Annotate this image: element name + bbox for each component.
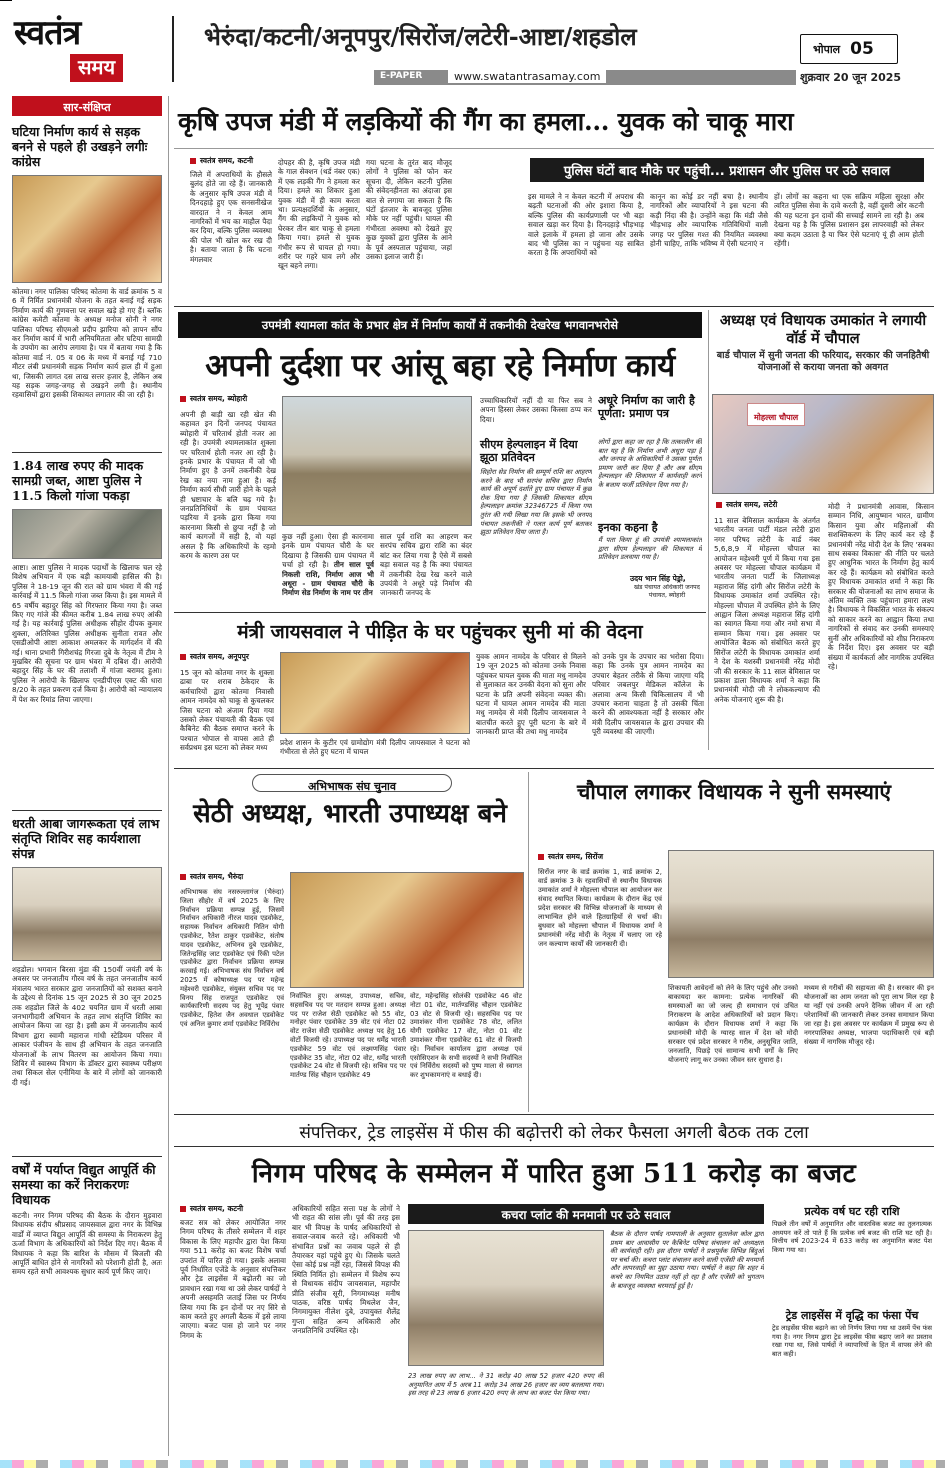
sidebar-story-3-headline[interactable]: धरती आबा जागरूकता एवं लाभ संतृप्ति शिविर सह कार्यशाला संपन्न <box>12 816 160 861</box>
sethi-photo <box>290 872 524 988</box>
budget-box-title: कचरा प्लांट की मनमानी पर उठे सवाल <box>501 1208 671 1222</box>
lead-bottom-rule <box>174 306 934 307</box>
construction-kicker-box <box>178 312 702 338</box>
registration-mark-top-left <box>0 0 12 1</box>
construction-col-5-subhead: अधूरे निर्माण का जारी है पूर्णता: प्रमाण पत्र <box>598 394 695 420</box>
sethi-kicker-box <box>252 774 452 792</box>
construction-col-4b: सिहोरा सेड निर्माण की सम्पूर्ण राशि का आहरण करने के बाद भी सरपंच सचिव द्वारा निर्माण कार्य की अपूर्ण दर्शाते हुए ग्राम पंचायत में कुछ रोक दिया गया है जिसकी शिकायत सीएम हेल्पलाइन क्रमांक 32346725 में किया गया तुरंत की गयी लिखा गया कि इसके भी जनपद पंचायत तकनीकी ने गलत कार्य पूर्ण बताकर झूठा प्रतिवेदन दिया जाता है। <box>480 468 592 537</box>
budget-col-2: अधिकारियों सहित सत्ता पक्ष के लोगों ने भी राहत की सांस ली। पूर्व की तरह इस बार भी विपक्ष के पार्षद अधिकारियों से सवाल-जवाब करते रहे। अधिकारी भी संभावित प्रश्नों का जवाब पहले से ही तैयारकर यहां पहुंचे हुए थे। जिसके चलते ऐसा कोई प्रश्न नहीं रहा, जिससे विपक्ष की स्थिति निर्मित हो। सम्मेलन में विशेष रूप से विधायक संदीप जायसवाल, महापौर प्रीति संजीव सूरी, निगमाध्यक्ष मनीष पाठक, वरिष्ठ पार्षद मिथलेश जैन, निगमायुक्त नीलेश दुबे, उपायुक्त शैलेंद्र गुप्ता सहित अन्य अधिकारी और जनप्रतिनिधि उपस्थित रहे। <box>292 1204 400 1336</box>
lead-col-3: गया घटना के तुरंत बाद मौजूद लोगों ने पुलिस को फोन कर सूचना दी, लेकिन कटनी पुलिस की संवेदनहीनता का अंदाजा इस बात से लगाया जा सकता है कि घंटों इंतजार के बावजूद पुलिस मौके पर नहीं पहुंची। घायल की गंभीरता अवस्था को देखते हुए कुछ युवकों द्वारा पुलिस के आने के पूर्व अस्पताल पहुंचाया, जहां उसका इलाज जारी है। <box>366 158 452 262</box>
chaupal-subhead: बार्ड चौपाल में सुनी जनता की फरियाद, सरकार की जनहितैषी योजनाओं से कराया जनता को अवगत <box>716 350 930 373</box>
sethi-col-2: निर्वाचित हुए। अध्यक्ष, उपाध्यक्ष, सचिव, सहसचिव पद पर मतदान सम्पन्न हुआ। अध्यक्ष पद पर राजेश सेठी एडवोकेट को 55 वोट, मनोहर पंवार एडवोकेट 39 वोट एवं नोटा 02 वोट राजेश सेठी एडवोकेट अध्यक्ष पद हेतु 16 वोटों विजयी रहे। उपाध्यक्ष पद पर धर्मेंद्र भारती एडवोकेट 59 वोट एवं लक्ष्मणसिंह पंवार एडवोकेट 35 वोट, नोटा 02 वोट, धर्मेंद्र भारती एडवोकेट 24 वोट से विजयी रहे। सचिव पद पर मार्तण्ड सिंह चौहान एडवोकेट 49 <box>290 992 406 1080</box>
budget-byline: स्वतंत्र समय, कटनी <box>180 1204 243 1214</box>
budget-box-body: बैठक के दौरान पार्षद नामपाली के अनुसार सुतालेवा कोल द्वारा प्रथम बार आवासीय पर कैबिनेट परिषद संचालन को अध्यक्षता की कार्यवाही रही। इस दौरान पार्षदों ने प्रश्नपूर्वक विभिन्न बिंदुओं पर चर्चा की। कचरा प्लांट संचालन करने वाली एजेंसी की मनमानी और लापरवाही का मुद्दा उठाया गया। पार्षदों ने कहा कि शहर में कचरे का नियमित उठाव नहीं हो रहा है और एजेंसी को भुगतान के बावजूद व्यवस्था चरमराई हुई है। <box>610 1230 764 1290</box>
sidebar-story-4 <box>12 1162 162 1449</box>
page-number: 05 <box>850 39 874 59</box>
sidebar-story-1-body: कोतमा। नगर पालिका परिषद कोतमा के वार्ड क्रमांक 5 व 6 में निर्मित प्रधानमंत्री योजना के तहत बनाई गई सड़क निर्माण कार्य की गुणवत्ता पर सवाल खड़े हो गए हैं। ब्लॉक कांग्रेस कमेटी कोतमा के अध्यक्ष मनोज सोनी ने नगर पालिका परिषद सीएमओ प्रदीप झारिया को ज्ञापन सौंप कर निर्माण कार्य में भारी अनियमितता और घटिया सामग्री के उपयोग का आरोप लगाया है। पत्र में बताया गया है कि कोतमा वार्ड नं. 05 व 06 के मध्य में बनाई गई 710 मीटर लंबी प्रधानमंत्री सड़क निर्माण कार्य हाल ही में हुआ था, जिसकी लागत दस लाख सत्तर हजार है, लेकिन अब यह सड़क जगह-जगह से उखड़ने लगी है। स्थानीय रहवासियों द्वारा इसकी शिकायत लगातार की जा रही है। <box>12 287 162 400</box>
sethi-story <box>174 772 526 1028</box>
sidebar-header: सार-संक्षिप्त <box>12 96 162 116</box>
sidebar-story-3-photo <box>12 867 162 961</box>
lead-col-4: इस मामले ने न केवल कटनी में अपराध की बढ़ती घटनाओं की ओर इशारा किया है, बल्कि पुलिस की कार्यप्रणाली पर भी बड़ा सवाल खड़ा कर दिया है। दिनदहाड़े भीड़भाड़ वाले इलाके में हमला हो जाना और उसके बाद भी पुलिस का न पहुंचना यह साबित करता है कि अपराधियों को <box>528 192 644 258</box>
sidebar-column-rule <box>168 96 169 1456</box>
masthead <box>0 0 945 92</box>
budget-side-body: पिछले तीन वर्षों में अनुमानित और वास्तविक बजट का तुलनात्मक अध्ययन करें तो पाते हैं कि प्रत्येक वर्ष बजट की राशि घट रही है। वित्तीय वर्ष 2023-24 में 633 करोड़ का अनुमानित बजट पेश किया गया था। <box>772 1220 932 1254</box>
jaiswal-photo <box>280 652 470 734</box>
chaupal-col-2: मोदी ने प्रधानमंत्री आवास, किसान सम्मान निधि, आयुष्मान भारत, ग्रामीण किसान युवा और महिलाओं की सशक्तिकरण के लिए कार्य कर रहे हैं प्रधानमंत्री नरेंद्र मोदी देश के लिए 'सबका साथ सबका विकास' की नीति पर चलते हुए आधुनिक भारत के निर्माण हेतु कार्य कर रहे हैं। कार्यक्रम को संबोधित करते हुए विधायक उमाकांत शर्मा ने कहा कि सरकार की योजनाओं का लाभ समाज के अंतिम व्यक्ति तक पहुंचाना हमारा लक्ष्य है। विधायक ने विकसित भारत के संकल्प को साकार करने का आह्वान किया तथा नागरिकों से संवाद कर उनकी समस्याएं सुनीं और अधिकारियों को शीघ्र निराकरण के निर्देश दिए। इस अवसर पर बड़ी संख्या में कार्यकर्ता और नागरिक उपस्थित रहे। <box>828 502 934 671</box>
construction-col-2: कुछ नहीं हुआ। ऐसा ही कारनामा इनके ग्राम पंचायत चौरी के घर दिखाया है जिसकी ग्राम पंचायत में चर्चा हो रही है। तीन साल पूर्व निकली राशि, निर्माण आज भी अधूरा - ग्राम पंचायत चौरी के निर्माण सेड निर्माण के नाम पर तीन <box>282 532 374 598</box>
lead-headline-rule <box>174 148 934 149</box>
budget-photo <box>408 1230 604 1366</box>
sidebar-story-2-headline[interactable]: 1.84 लाख रुपए की मादक सामग्री जब्त, आष्टा पुलिस ने 11.5 किलो गांजा पकड़ा <box>12 458 144 503</box>
construction-photo <box>282 396 472 526</box>
construction-quote-name: उदय भान सिंह पेड्रो, <box>630 574 686 583</box>
jaiswal-headline[interactable]: मंत्री जायसवाल ने पीड़ित के घर पहुंचकर सुनी मां की वेदना <box>237 621 643 643</box>
sidebar-story-4-body: कटनी। नगर निगम परिषद की बैठक के दौरान मुड़वारा विधायक संदीप श्रीप्रसाद जायसवाल द्वारा नगर के विभिन्न वार्डों में व्याप्त विद्युत आपूर्ति की समस्या के निराकरण हेतु ऊर्जा विभाग के अधिकारियों को निर्देश दिए गए। बैठक में विधायक ने कहा कि बारिश के मौसम में बिजली की आपूर्ति बाधित होने से नागरिकों को परेशानी होती है, अतः समय रहते सभी आवश्यक सुधार कार्य पूर्ण किए जाएं। <box>12 1211 162 1277</box>
sidebar <box>12 96 162 1456</box>
sidebar-story-1 <box>12 124 162 437</box>
sidebar-divider-3 <box>12 1156 162 1157</box>
jaiswal-photo-caption: प्रदेश शासन के कुटीर एवं ग्रामोद्योग मंत्री दिलीप जायसवाल ने घटना को गंभीरता से लेते हुए घटना में घायल <box>280 738 470 757</box>
sironj-col-2: शिकायती आवेदनों को लेने के लिए पहुंचे और उनको बाकायदा कर कामना: प्रत्येक नागरिकों की समस्याओं का जो जल्द ही समाधान एवं उचित निराकरण के आदेश अधिकारियों को प्रदान किए। कार्यक्रम के दौरान विधायक शर्मा ने कहा कि प्रधानमंत्री मोदी के ग्यारह साल में देश को मोदी सरकार एवं प्रदेश सरकार ने गरीब, अनुसूचित जाति, जनजाति, पिछड़े एवं सामान्य सभी वर्गों के लिए योजनाएं लागू कर उनका जीवन स्तर सुधारा है। <box>668 984 798 1064</box>
lead-col-6: हों। लोगों का कहना था एक सक्रिय महिला सुरक्षा और त्वरित पुलिस सेवा के दावे करती है, वहीं दूसरी ओर कटनी की यह घटना इन दावों की सच्चाई सामने ला रही है। अब देखना यह है कि पुलिस प्रशासन इस लापरवाही को लेकर क्या कदम उठाता है या फिर ऐसे घटनाएं यूं ही आम होती रहेंगी। <box>774 192 924 249</box>
sethi-col-1: अभिभाषक संघ नसरुल्लागंज (भैरुंदा) जिला सीहोर में वर्ष 2025 के लिए निर्वाचन प्रक्रिया सम्पन्न हुई, जिसमें निर्वाचन अधिकारी नीरज यादव एडवोकेट, सहायक निर्वाचन अधिकारी नितिन योगी एडवोकेट, रैतेश ठाकुर एडवोकेट, संतोष यादव एडवोकेट, अभिनव दुबे एडवोकेट, जितेन्द्रसिंह जाट एडवोकेट एवं रिंकी पटेल एडवोकेट द्वारा निर्वाचन प्रक्रिया सम्पन्न करवाई गई। अभिभाषक संघ निर्वाचन वर्ष 2025 में कोषाध्यक्ष पद पर महेन्द्र महेश्वरी एडवोकेट, संयुक्त सचिव पद पर विनय सिंह राजपूत एडवोकेट एवं कार्यकारिणी सदस्य पद हेतु भूपेंद्र पंवार एडवोकेट, हितेश जैन अवधाल एडवोकेट एवं अनिल कुमार शर्मा एडवोकेट निर्विरोध <box>180 888 284 1028</box>
newspaper-logo[interactable] <box>14 14 164 86</box>
edition-regions: भेरुंदा/कटनी/अनूपपुर/सिरोंज/लटेरी-आष्टा/शहडोल <box>204 22 637 51</box>
chaupal-byline: स्वतंत्र समय, लटेरी <box>716 500 777 510</box>
logo-line2: समय <box>78 55 116 79</box>
construction-col-3: साल पूर्व राशि का आहरण कर सरपंच सचिव द्वारा राशि का बंदर बांट कर लिया गया है ऐसे में सबसे बड़ा सवाल यह है कि क्या पंचायत में तकनीकी देख रेख करने वाले उपयंत्री ने अधूरे पड़े निर्माण की जानकारी जनपद के <box>380 532 472 598</box>
budget-box-title-bar <box>408 1204 764 1224</box>
budget-side-body-2: ट्रेड लाइसेंस फीस बढ़ाने का जो निर्णय लिया गया था उसमें पेंच फंस गया है। नगर निगम द्वारा ट्रेड लाइसेंस फीस बढ़ाए जाने का प्रस्ताव रखा गया था, जिसे पार्षदों ने व्यापारियों के हित में वापस लेने की बात कही। <box>772 1324 932 1358</box>
budget-col-1: बजट सत्र को लेकर आयोजित नगर निगम परिषद के तीसरे सम्मेलन में शहर विकास के लिए महापौर द्वारा पेश किया गया 511 करोड़ का बजट विशेष चर्चा उपरांत में पारित हो गया। इसके अलावा पूर्व निर्धारित एजेंडे के अनुसार संपत्तिकर और ट्रेड लाइसेंस में बढ़ोतरी का जो प्रावधान रखा गया था उसे लेकर पार्षदों ने अपनी असहमति जताई जिस पर निर्णय लिया गया कि इन दोनों पर नए सिरे से काम करते हुए अगली बैठक में इसे लाया जाएगा। बजट पास हो जाने पर नगर निगम के <box>180 1218 286 1340</box>
chaupal-photo <box>712 394 934 494</box>
city-box <box>800 34 898 64</box>
sironj-byline: स्वतंत्र समय, सिरोंज <box>538 852 603 862</box>
logo-line1: स्वतंत्र <box>14 13 81 53</box>
construction-col-4-subhead: सीएम हेल्पलाइन में दिया झूठा प्रतिवेदन <box>480 438 578 464</box>
budget-side-title-2: ट्रेड लाइसेंस में वृद्धि का फंसा पेंच <box>785 1309 919 1322</box>
construction-col-4: उच्चाधिकारियों नहीं दी या फिर सब ने अपना हिस्सा लेकर उसका किस्सा ठप्प कर दिया। <box>480 396 592 424</box>
city-name: भोपाल <box>813 42 841 56</box>
lead-subhead-box <box>530 158 924 182</box>
construction-story <box>174 310 706 612</box>
construction-quote-role: खंड पंचायत अधिकारी जनपद पंचायत, ब्योहारी <box>634 584 700 599</box>
jaiswal-story <box>174 614 706 766</box>
sironj-photo <box>668 850 934 978</box>
lead-col-5: कानून का कोई डर नहीं बचा है। स्थानीय नागरिकों और व्यापारियों ने इस घटना की कड़ी निंदा की है। उन्होंने कहा कि मंडी जैसे भीड़भाड़ और व्यापारिक गतिविधियों वाली जगह पर पुलिस गश्त की नियमित व्यवस्था होनी चाहिए, ताकि भविष्य में ऐसी घटनाएं न <box>650 192 768 249</box>
epaper-label: E-PAPER <box>380 71 423 81</box>
sidebar-story-4-headline[interactable]: वर्षों में पर्याप्त विद्युत आपूर्ति की समस्या का करें निराकरणः विधायक <box>12 1162 156 1207</box>
sidebar-story-3-body: शहडोल। भगवान बिरसा मुंडा की 150वीं जयंती वर्ष के अवसर पर जनजातीय गौरव वर्ष के तहत जनजातीय कार्य मंत्रालय भारत सरकार द्वारा जनजातियों को सशक्त बनाने के उद्देश्य से दिनांक 15 जून 2025 से 30 जून 2025 तक शहडोल जिले के 402 चयनित ग्राम में धरती आबा जनभागीदारी अभियान के तहत लाभ संतृप्ति शिविर का आयोजन किया जा रहा है। इसी क्रम में जनजातीय कार्य विभाग द्वारा स्वामी महाराज गांधी स्टेडियम परिसर में आकार पंजीयन के साथ ही अभियान के तहत जनजाति योजनाओं के लाभ वितरण का आयोजन किया गया। शिविर में स्वास्थ्य विभाग के डॉक्टर द्वारा स्वास्थ्य परीक्षण तथा सिकल सेल एनीमिया के बारे में लोगों को जानकारी दी गई। <box>12 965 162 1087</box>
jaiswal-col-2: युवक आमन नामदेव के परिवार से मिलने 19 जून 2025 को कोतमा उनके निवास पहुंचकर घायल युवक की माता मधु नामदेव से मुलाकात कर उनकी वेदना को सुना और घटना के प्रति अपनी संवेदना व्यक्त की। घटना में घायल आमन नामदेव की माता मधु नामदेव से मंत्री दिलीप जायसवाल ने बातचीत करते हुए पूरी घटना के बारे में जानकारी प्राप्त की तथा मधु नामदेव <box>476 652 586 737</box>
sidebar-story-2-photo <box>12 509 162 559</box>
chaupal-headline[interactable]: अध्यक्ष एवं विधायक उमाकांत ने लगायी वॉर्ड में चौपाल <box>719 312 927 347</box>
budget-headline[interactable]: निगम परिषद के सम्मेलन में पारित हुआ 511 करोड़ का बजट <box>251 1159 857 1189</box>
construction-headline[interactable]: अपनी दुर्दशा पर आंसू बहा रहे निर्माण कार्य <box>205 348 675 384</box>
construction-byline: स्वतंत्र समय, ब्योहारी <box>180 394 247 404</box>
lead-byline: स्वतंत्र समय, कटनी <box>190 156 253 166</box>
sidebar-story-1-headline[interactable]: घटिया निर्माण कार्य से सड़क बनने से पहले ही उखड़ने लगीः कांग्रेस <box>12 124 148 169</box>
jaiswal-col-1: 15 जून को कोतमा नगर के शुक्ला ढाबा पर शराब ठेकेदार के कर्मचारियों द्वारा कोतमा निवासी आमन नामदेव को चाकू से कुचलकर जिस घटना को अंजाम दिया गया उसको लेकर पंचायती की बैठक एवं कैबिनेट की बैठक समाप्त करने के पश्चात भोपाल से वापस आते ही सर्वप्रथम इस घटना को लेकर मध्य <box>180 668 274 753</box>
sironj-col-1: सिरोंज नगर के वार्ड क्रमांक 1, वार्ड क्रमांक 2, वार्ड क्रमांक 3 के रहवासियों से स्थानीय विधायक उमाकांत शर्मा ने मोहल्ला चौपाल का आयोजन कर संवाद स्थापित किया। कार्यक्रम के दौरान केंद्र एवं प्रदेश सरकार की विभिन्न योजनाओं के माध्यम से लाभान्वित होने वाले हितग्राहियों से चर्चा की। बुधवार को मोहल्ला चौपाल में विधायक शर्मा ने प्रधानमंत्री नरेंद्र मोदी के नेतृत्व में चलाए जा रहे जन कल्याण कार्यों की जानकारी दी। <box>538 868 662 948</box>
jaiswal-bottom-rule <box>174 768 934 769</box>
construction-col-1: अपनी ही बाड़ी खा रही खेत की कहावत इन दिनों जनपद पंचायत ब्योहारी में चरितार्थ होती नजर आ रही है। उपमंत्री श्यामलाकांत शुक्ला पर चरितार्थ होती नजर आ रही है। इनके प्रभार के पंचायत में जो भी निर्माण हुए है उनमें तकनीकी देख रेख का नया नाम हुआ है। कई निर्माण कार्य सीधी जारी होने के पहले ही भ्रष्टाचार के बलि चढ़ गये है। जनप्रतिनिधियों के ग्राम पंचायत पड़रिया में इनके द्वारा किया गया कारनामा किसी से छुपा नहीं है जो कार्य कागजों में सही है, वो यहां असल है कि अधिकारियों के रहमो करम के कारण उस पर <box>180 410 276 561</box>
sidebar-divider-2 <box>12 810 162 811</box>
chaupal-photo-banner: मोहल्ला चौपाल <box>747 403 805 426</box>
cmyk-bar-bottom <box>0 1460 945 1468</box>
sethi-headline[interactable]: सेठी अध्यक्ष, भारती उपाध्यक्ष बने <box>193 799 507 829</box>
sidebar-story-2 <box>12 458 162 753</box>
construction-quote-body: मैं पता किया हूं की उपयंत्री श्यामलाकांत द्वारा सीएम हेल्पलाइन की शिकायत में प्रतिवेदन डलवाया गया है। <box>598 536 702 562</box>
budget-side-title: प्रत्येक वर्ष घट रही राशि <box>804 1205 900 1218</box>
jaiswal-col-3: को उनके पुत्र के उपचार का भरोसा दिया। कहा कि उनके पुत्र आमन नामदेव का उपचार बेहतर तरीके से किया जाएगा यदि परिवार जबलपुर मेडिकल कॉलेज के अलावा अन्य किसी चिकित्सालय में भी उपचार कराना चाहता है तो उसकी चिंता करने की आवश्यकता नहीं है सरकार और मंत्री दिलीप जायसवाल के द्वारा उपचार की पूरी व्यवस्था की जाएगी। <box>592 652 704 737</box>
construction-col-5: लोगों द्वारा कहा जा रहा है कि तत्कालीन की बात यह है कि निर्माण अभी अधूरा पड़ा है और जनपद के अधिकारियों ने उसका पूर्णता प्रमाण जारी कर दिया है और अब सीएम हेल्पलाइन की शिकायत में कार्यवाही करने के बजाय फर्जी प्रतिवेदन दिया गया है। <box>598 438 702 489</box>
lead-subhead: पुलिस घंटों बाद मौके पर पहुंची... प्रशासन और पुलिस पर उठे सवाल <box>563 164 891 179</box>
trade-bottom-rule <box>174 1146 934 1147</box>
sethi-column-rule <box>528 772 529 1112</box>
sethi-col-3: वोट, महेन्द्रसिंह सोलंकी एडवोकेट 46 वोट नोटा 01 वोट, मार्तण्डसिंह चौहान एडवोकेट 03 वोट से विजयी रहे। सहसचिव पद पर उमाशंकर मीना एडवोकेट 78 वोट, ललित योगी एडवोकेट 17 वोट, नोटा 01 वोट उमाशंकर मीना एडवोकेट 61 वोट से विजयी रहे। निर्वाचन कार्यालय द्वारा अध्यक्ष एवं एसोसिएशन के सभी सदस्यों ने सभी निर्वाचित एवं निर्विरोध सदस्यों को पुष्प माला से स्वागत कर शुभकामनाएं व बधाई दी। <box>410 992 522 1080</box>
sidebar-divider-1 <box>12 452 162 453</box>
construction-right-block <box>480 394 702 608</box>
sethi-byline: स्वतंत्र समय, भैरुंदा <box>180 872 243 882</box>
sidebar-story-2-body: आष्टा। आष्टा पुलिस ने मादक पदार्थों के खिलाफ चल रहे विशेष अभियान में एक बड़ी कामयाबी हासिल की है। पुलिस ने 18-19 जून की रात को ग्राम भंवरा में की गई कार्रवाई में 11.5 किलो गांजा जब्त किया है। इस मामले में 65 वर्षीय बहादुर सिंह को गिरफ्तार किया गया है। जब्त किए गए गांजे की कीमत करीब 1.84 लाख रुपए आंकी गई है। यह कार्रवाई पुलिस अधीक्षक सीहोर दीपक कुमार शुक्ला, अतिरिक्त पुलिस अधीक्षक सुनीता रावत और एसडीओपी आष्टा आकाश अमलकर के मार्गदर्शन में की गई। थाना प्रभारी गिरीशचंद्र गिरजा दुबे के नेतृत्व में टीम ने मुखबिर की सूचना पर ग्राम भंवरा में दबिश दी। आरोपी बहादुर सिंह के घर की तलाशी में गांजा बरामद हुआ। पुलिस ने आरोपी के खिलाफ एनडीपीएस एक्ट की धारा 8/20 के तहत प्रकरण दर्ज किया है। आरोपी को न्यायालय में पेश कर रिमांड लिया जाएगा। <box>12 563 162 704</box>
sidebar-story-3 <box>12 816 162 1155</box>
website-link[interactable]: www.swatantrasamay.com <box>448 70 606 83</box>
budget-top-rule <box>174 1114 934 1115</box>
trade-headline[interactable]: संपत्तिकर, ट्रेड लाइसेंस में फीस की बढ़ोत्तरी को लेकर फैसला अगली बैठक तक टला <box>299 1123 809 1143</box>
jaiswal-top-rule <box>174 612 706 613</box>
budget-story <box>174 1150 934 1456</box>
sironj-story <box>534 772 934 1112</box>
lead-col-2: दोपहर की है, कृषि उपज मंडी के गाल सेक्शन (थर्ड नंबर एक) में एक लड़की गैंग ने हमला कर दिया। हमले का शिकार हुआ युवक मंडी में ही काम करता था। प्रत्यक्षदर्शियों के अनुसार, गैंग की लड़कियों ने युवक को घेरकर तीन बार चाकू से हमला किया गया। हमले से युवक गंभीर रूप से घायल हो गया। शरीर पर गहरे घाव लगे और खून बहने लगा। <box>278 158 360 271</box>
chaupal-col-1: 11 साल बेमिसाल कार्यक्रम के अंतर्गत भारतीय जनता पार्टी मंडल लटेरी द्वारा नगर परिषद लटेरी के वार्ड नंबर 5,6,8,9 में मोहल्ला चौपाल का आयोजन महेश्वरी पूर्ण में किया गया इस अवसर पर मोहल्ला चौपाल कार्यक्रम में भारतीय जनता पार्टी के जिलाध्यक्ष महाराज सिंह दांगी और सिरोंज लटेरी के विधायक उमाकांत शर्मा उपस्थित रहे। मोहल्ला चौपाल में उपस्थित होने के लिए आह्वान जिला अध्यक्ष महाराज सिंह दांगी का स्वागत किया गया और नमो सभा में सम्मान किया गया। इस अवसर पर आयोजित बैठक को संबोधित करते हुए सिरोंज लटेरी के विधायक उमाकांत शर्मा ने देश के यशस्वी प्रधानमंत्री नरेंद्र मोदी जी की सरकार के 11 साल बेमिसाल पर प्रकाश डाला विधायक शर्मा ने कहा कि प्रधानमंत्री मोदी जी ने लोककल्याण की अनेक योजनाएं शुरू की है। <box>714 516 820 704</box>
construction-quote-title: इनका कहना है <box>598 521 658 534</box>
sidebar-story-1-photo <box>12 175 162 283</box>
sethi-kicker: अभिभाषक संघ चुनाव <box>307 780 397 793</box>
logo-line2-box <box>70 54 123 82</box>
budget-photo-caption: 23 लाख रुपए का लाभ... ने 31 करोड़ 40 लाख 52 हजार 420 रुपए की अनुमानित आय में 5 अरब 11 करोड़ 34 लाख 26 हजार का व्यय बतलाया गया। इस तरह से 23 लाख 6 हजार 420 रुपए के लाभ का बजट पेश किया गया। <box>408 1372 604 1398</box>
sironj-col-3: मध्यम से गरीबों की सहायता की है। सरकार की इन योजनाओं का आम जनता को पूरा लाभ मिल रहा है या नहीं एवं उनकी अपने दैनिक जीवन में आ रही परेशानियों की जानकारी लेकर उनका समाधान किया जा रहा है। इस अवसर पर कार्यक्रम में प्रमुख रूप से नगरपालिका अध्यक्ष, भाजपा पदाधिकारी एवं बड़ी संख्या में नागरिक मौजूद रहे। <box>804 984 934 1046</box>
construction-kicker: उपमंत्री श्यामला कांत के प्रभार क्षेत्र में निर्माण कार्यों में तकनीकी देखरेख भगवानभरोसे <box>261 317 619 332</box>
issue-date: शुक्रवार 20 जून 2025 <box>800 71 902 84</box>
sironj-headline[interactable]: चौपाल लगाकर विधायक ने सुनी समस्याएं <box>576 779 892 804</box>
logo-divider <box>172 16 174 82</box>
lead-headline[interactable]: कृषि उपज मंडी में लड़कियों की गैंग का हमला... युवक को चाकू मारा <box>178 107 794 136</box>
chaupal-story <box>712 312 934 752</box>
construction-column-rule <box>708 310 709 750</box>
lead-col-1: जिले में अपराधियों के हौसले बुलंद होते जा रहे हैं। जानकारी के अनुसार कृषि उपज मंडी में दिनदहाड़े हुए एक सनसनीखेज वारदात ने न केवल आम नागरिकों में भय का माहौल पैदा कर दिया, बल्कि पुलिस व्यवस्था की पोल भी खोल कर रख दी है। बताया जाता है कि घटना मंगलवार <box>190 170 272 264</box>
jaiswal-byline: स्वतंत्र समय, अनूपपुर <box>180 652 249 662</box>
lead-story <box>174 98 934 304</box>
